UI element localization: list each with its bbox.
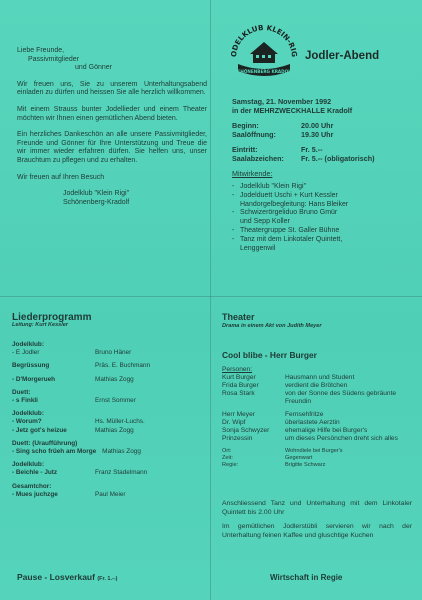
signature-line: Schönenberg-Kradolf bbox=[63, 198, 130, 206]
signature-line: Jodelklub "Klein Rigi" bbox=[63, 190, 130, 198]
cast-name: Herr Meyer bbox=[222, 411, 255, 418]
program-list bbox=[12, 341, 204, 504]
list-item: - Schwizerörgeliduo Bruno Gmür bbox=[232, 209, 338, 217]
cast-name: Frida Burger bbox=[222, 382, 259, 389]
meta-label: Regie: bbox=[222, 462, 239, 468]
event-date: Samstag, 21. November 1992 bbox=[232, 97, 332, 106]
eintritt-label: Eintritt: bbox=[232, 145, 258, 154]
after-show-info bbox=[222, 500, 412, 546]
salutation bbox=[17, 47, 207, 73]
list-item bbox=[222, 411, 417, 419]
list-item bbox=[12, 376, 204, 384]
saalabzeichen-row bbox=[232, 154, 417, 163]
wirtschaft-note: Wirtschaft in Regie bbox=[270, 573, 343, 582]
cast-role: überlastete Aerztin bbox=[285, 419, 340, 426]
performer-name: Jodelduett Uschi + Kurt Kessler bbox=[240, 191, 338, 199]
program-person: Ernst Sommer bbox=[95, 397, 136, 405]
program-person: Mathias Zogg bbox=[102, 448, 141, 456]
saalabzeichen-value: Fr. 5.-- (obligatorisch) bbox=[301, 154, 375, 163]
list-item bbox=[222, 427, 417, 435]
cast-role: von der Sonne des Südens gebräunte Freundin bbox=[285, 390, 397, 405]
letter-signature bbox=[17, 190, 207, 207]
performer-name: Lenggenwil bbox=[240, 244, 276, 252]
list-item: - Tanz mit dem Linkotaler Quintett, bbox=[232, 235, 343, 243]
list-item bbox=[12, 389, 204, 405]
theater-title: Theater bbox=[222, 312, 255, 322]
letter-closing: Wir freuen auf Ihren Besuch bbox=[17, 173, 105, 181]
program-person: Mathias Zogg bbox=[95, 426, 134, 434]
cast-list bbox=[222, 366, 417, 469]
salutation-line: Passivmitglieder bbox=[28, 55, 79, 63]
beginn-row bbox=[232, 121, 417, 130]
letter-paragraph: Wir freuen uns, Sie zu unserem Unterhaltungsabend einladen zu dürfen und heissen Sie alle herzlich willkommen. bbox=[17, 80, 207, 97]
beginn-value: 20.00 Uhr bbox=[301, 121, 334, 130]
program-leitung: Leitung: Kurt Kessler bbox=[12, 322, 68, 328]
program-group: Duett: (Uraufführung) bbox=[12, 439, 78, 447]
list-item bbox=[222, 435, 417, 443]
meta-label: Ort: bbox=[222, 448, 232, 454]
play-meta bbox=[222, 448, 417, 469]
performer-name: Handorgelbegleitung: Hans Bleiker bbox=[240, 200, 349, 208]
horizontal-fold-line bbox=[0, 296, 422, 297]
saal-value: 19.30 Uhr bbox=[301, 130, 334, 139]
club-logo bbox=[228, 20, 300, 82]
performer-name: und Sepp Koller bbox=[240, 218, 290, 226]
pause-note bbox=[17, 572, 118, 582]
vertical-fold-line bbox=[210, 0, 211, 600]
list-item bbox=[12, 461, 204, 477]
list-item bbox=[12, 440, 204, 456]
cast-role: Hausmann und Student bbox=[285, 374, 355, 381]
list-item bbox=[12, 483, 204, 499]
salutation-line: Liebe Freunde, bbox=[17, 47, 65, 54]
list-item bbox=[222, 419, 417, 427]
program-group: Duett: bbox=[12, 388, 31, 396]
meta-value: Gegenwart bbox=[285, 455, 313, 461]
program-song: - Jetz got's heizue bbox=[12, 426, 67, 434]
list-item bbox=[222, 462, 417, 469]
meta-value: Brigitte Schwarz bbox=[285, 462, 326, 468]
cast-role: Fernsehfritze bbox=[285, 411, 324, 418]
play-title: Cool blibe - Herr Burger bbox=[222, 350, 317, 360]
list-item bbox=[232, 218, 417, 227]
meta-label: Zeit: bbox=[222, 455, 233, 461]
cast-role: verdient die Brötchen bbox=[285, 382, 348, 389]
program-person: Mathias Zogg bbox=[95, 375, 134, 383]
cast-name: Kurt Burger bbox=[222, 374, 256, 381]
saal-label: Saalöffnung: bbox=[232, 130, 276, 139]
program-song: - Beichle - Jutz bbox=[12, 469, 58, 477]
list-item bbox=[12, 362, 204, 370]
program-song: - D'Morgerueh bbox=[12, 375, 56, 383]
program-group: Gesamtchor: bbox=[12, 482, 52, 490]
program-song: - Worum? bbox=[12, 418, 42, 426]
meta-value: Wohndiele bei Burger's bbox=[285, 448, 343, 454]
event-venue: in der MEHRZWECKHALLE Kradolf bbox=[232, 106, 353, 115]
salutation-line: und Gönner bbox=[75, 64, 112, 72]
program-group: Jodelklub: bbox=[12, 461, 44, 469]
saal-row bbox=[232, 130, 417, 139]
eintritt-value: Fr. 5.-- bbox=[301, 145, 323, 154]
eintritt-row bbox=[232, 145, 417, 154]
performer-name: Jodelklub "Klein Rigi" bbox=[240, 183, 307, 190]
list-item bbox=[12, 410, 204, 435]
list-item bbox=[222, 455, 417, 462]
personen-label: Personen: bbox=[222, 366, 253, 373]
list-item: - Jodelklub "Klein Rigi" bbox=[232, 183, 307, 190]
list-item bbox=[222, 390, 417, 406]
logo-ring-text: ODELKLUB KLEIN-RIG bbox=[228, 22, 300, 58]
list-item bbox=[222, 382, 417, 390]
pause-label: Pause - Losverkauf bbox=[17, 572, 95, 582]
program-person: Franz Stadelmann bbox=[95, 469, 148, 477]
cast-role: um dieses Persönchen dreht sich alles bbox=[285, 435, 398, 442]
letter-paragraph: Mit einem Strauss bunter Jodellieder und einem Theater möchten wir Ihnen einen gemütlichen Abend bieten. bbox=[17, 105, 207, 122]
cast-name: Prinzessin bbox=[222, 435, 253, 442]
program-person: Bruno Häner bbox=[95, 349, 132, 357]
program-group: Jodelklub: bbox=[12, 410, 44, 418]
list-item bbox=[232, 245, 417, 254]
cast-name: Sonja Schwyzer bbox=[222, 427, 270, 434]
program-person: Paul Meier bbox=[95, 490, 126, 498]
list-item: - Theatergruppe St. Galler Bühne bbox=[232, 226, 340, 234]
pause-price: (Fr. 1.--) bbox=[97, 576, 118, 582]
program-group: Begrüssung bbox=[12, 362, 50, 370]
performer-name: Schwizerörgeliduo Bruno Gmür bbox=[240, 209, 338, 217]
beginn-label: Beginn: bbox=[232, 121, 259, 130]
cast-role: ehemalige Hilfe bei Burger's bbox=[285, 427, 368, 434]
list-item: - Jodelduett Uschi + Kurt Kessler bbox=[232, 191, 338, 199]
logo-band-text: SCHÖNENBERG KRADOLF bbox=[234, 69, 294, 74]
performer-name: Tanz mit dem Linkotaler Quintett, bbox=[240, 235, 343, 243]
program-person: Hs. Müller-Luchs. bbox=[95, 418, 145, 426]
program-song: - E Jodler bbox=[12, 349, 40, 357]
mitwirkende-label: Mitwirkende: bbox=[232, 169, 273, 178]
program-song: - Mues juchzge bbox=[12, 490, 58, 498]
program-person: Präs. E. Buchmann bbox=[95, 362, 151, 370]
list-item bbox=[222, 374, 417, 382]
performer-list bbox=[232, 183, 417, 253]
list-item bbox=[232, 201, 417, 210]
list-item bbox=[222, 448, 417, 455]
saalabzeichen-label: Saalabzeichen: bbox=[232, 154, 284, 163]
letter-paragraph: Ein herzliches Dankeschön an alle unsere Passivmitglieder, Freunde und Gönner für Ihre Unterstützung und Treue die wir immer wieder erfahren dürfen. Sie helfen uns, unser Brauchtum zu pflegen und zu erhalten. bbox=[17, 131, 207, 164]
cast-name: Dr. Wipf bbox=[222, 419, 246, 426]
program-song: - Sing scho früeh am Morge bbox=[12, 448, 97, 456]
page-title: Jodler-Abend bbox=[305, 50, 380, 62]
program-title: Liederprogramm bbox=[12, 312, 92, 323]
program-group: Jodelklub: bbox=[12, 341, 44, 348]
cast-name: Rosa Stark bbox=[222, 390, 255, 397]
jodlerstuebli-note: Im gemütlichen Jodlerstübli servieren wir nach der Unterhaltung feinen Kaffee und gluschtige Kuchen bbox=[222, 523, 412, 539]
performer-name: Theatergruppe St. Galler Bühne bbox=[240, 226, 340, 234]
event-info bbox=[232, 97, 417, 253]
theater-subtitle: Drama in einem Akt von Judith Meyer bbox=[222, 323, 322, 329]
list-item bbox=[12, 341, 204, 357]
welcome-letter bbox=[17, 47, 207, 207]
dance-note: Anschliessend Tanz und Unterhaltung mit dem Linkotaler Quintett bis 2.00 Uhr bbox=[222, 500, 412, 516]
program-song: - s Finkli bbox=[12, 397, 38, 405]
